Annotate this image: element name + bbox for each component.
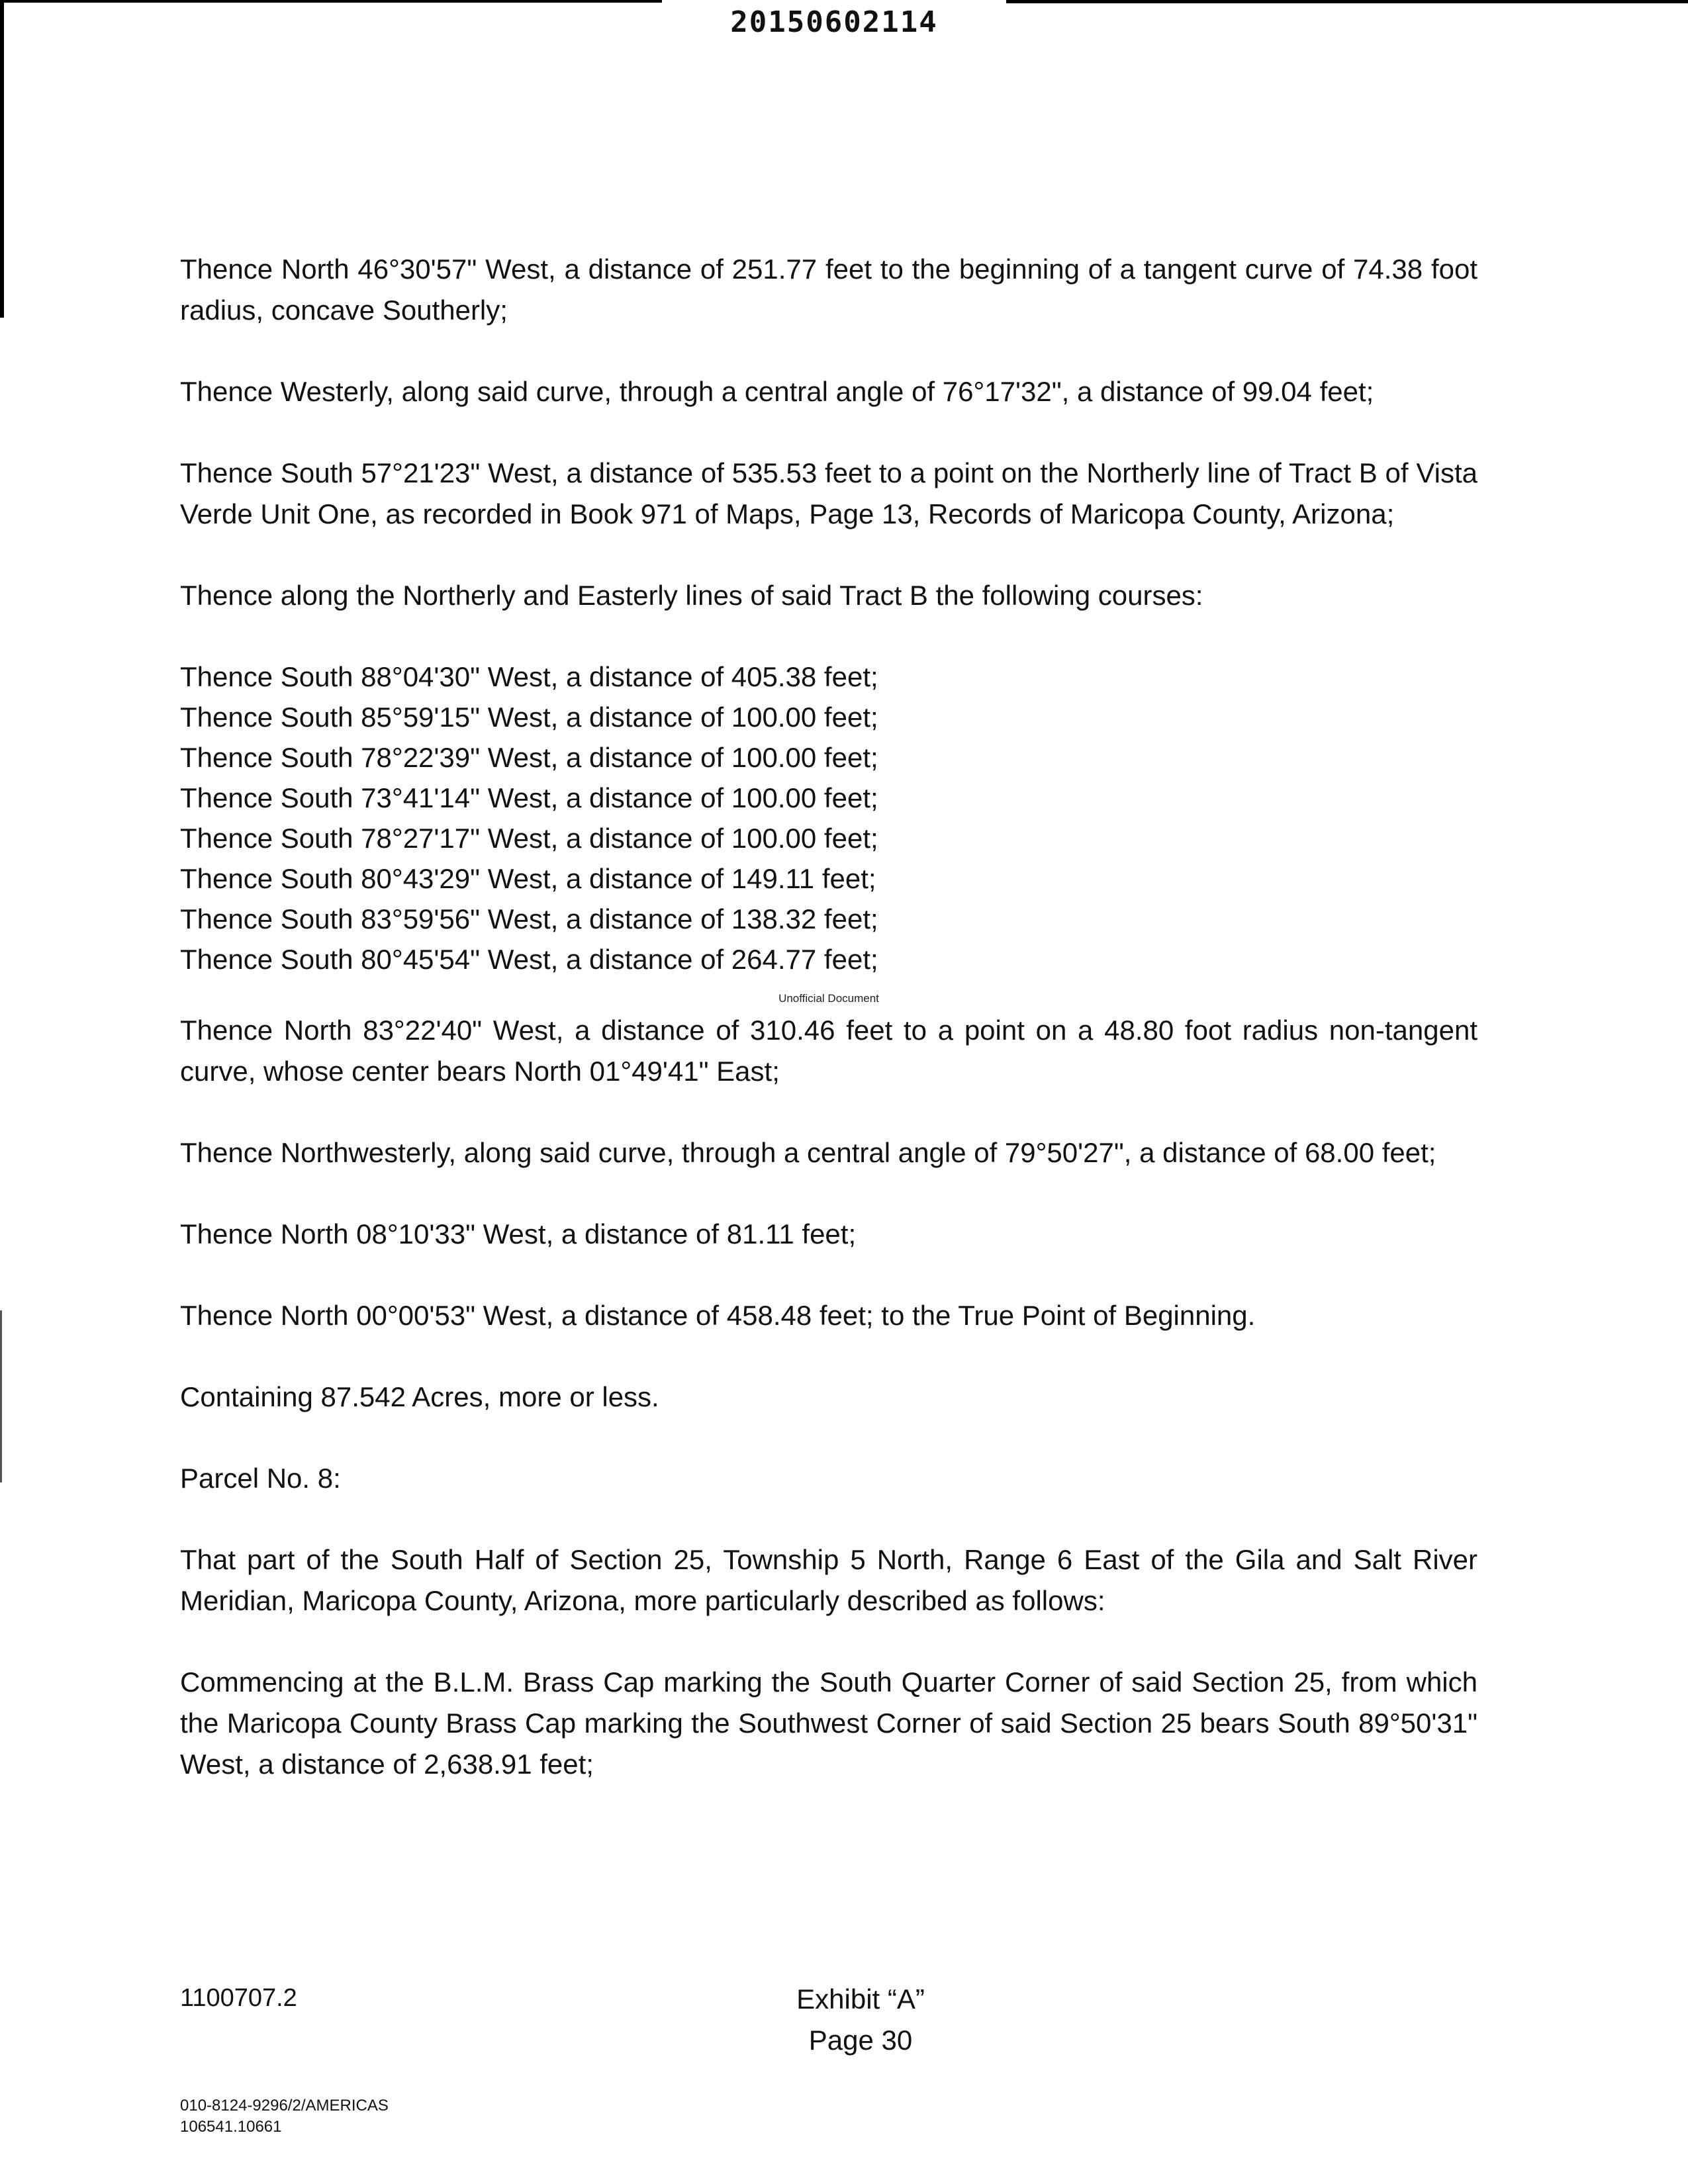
top-left-rule (0, 0, 662, 3)
footer-exhibit-block (728, 1979, 993, 2061)
paragraph-5: Thence North 83°22'40" West, a distance of 310.46 feet to a point on a 48.80 foot radius non-tangent curve, whose center bears North 01°49'41" East; (180, 1015, 1477, 1087)
recording-number: 20150602114 (730, 5, 938, 39)
paragraph-6: Thence Northwesterly, along said curve, through a central angle of 79°50'27", a distance of 68.00 feet; (180, 1137, 1436, 1168)
left-edge-mark-lower (0, 1310, 2, 1482)
paragraph-2: Thence Westerly, along said curve, through a central angle of 76°17'32", a distance of 99.04 feet; (180, 376, 1374, 407)
course-line: Thence South 85°59'15" West, a distance of 100.00 feet; (180, 702, 878, 733)
paragraph-7: Thence North 08°10'33" West, a distance of 81.11 feet; (180, 1218, 857, 1250)
unofficial-document-watermark: Unofficial Document (778, 992, 879, 1005)
courses-list (180, 657, 1477, 979)
reference-line-2: 106541.10661 (180, 2118, 282, 2136)
parcel-heading: Parcel No. 8: (180, 1463, 341, 1494)
course-line: Thence South 83°59'56" West, a distance of 138.32 feet; (180, 903, 878, 934)
exhibit-label: Exhibit “A” (796, 1983, 925, 2015)
course-line: Thence South 78°22'39" West, a distance of 100.00 feet; (180, 742, 878, 773)
paragraph-1: Thence North 46°30'57" West, a distance of 251.77 feet to the beginning of a tangent curve of 74.38 foot radius, concave Southerly; (180, 253, 1477, 326)
footer-doc-id: 1100707.2 (180, 1984, 297, 2012)
paragraph-9: Containing 87.542 Acres, more or less. (180, 1381, 659, 1412)
course-line: Thence South 80°45'54" West, a distance of 264.77 feet; (180, 944, 878, 975)
reference-line-1: 010-8124-9296/2/AMERICAS (180, 2097, 389, 2115)
paragraph-3: Thence South 57°21'23" West, a distance of 535.53 feet to a point on the Northerly line of Tract B of Vista Verde Unit One, as recorded in Book 971 of Maps, Page 13, Records of Maricopa County, Arizona; (180, 457, 1477, 529)
paragraph-4: Thence along the Northerly and Easterly lines of said Tract B the following courses: (180, 580, 1203, 611)
paragraph-11: That part of the South Half of Section 25, Township 5 North, Range 6 East of the Gila and Salt River Meridian, Maricopa County, Arizona, more particularly described as follows: (180, 1544, 1477, 1616)
paragraph-12: Commencing at the B.L.M. Brass Cap marking the South Quarter Corner of said Section 25, from which the Maricopa County Brass Cap marking the Southwest Corner of said Section 25 bears South 89°50'31" West, a distance of 2,638.91 feet; (180, 1666, 1477, 1780)
course-line: Thence South 80°43'29" West, a distance of 149.11 feet; (180, 863, 876, 894)
course-line: Thence South 88°04'30" West, a distance of 405.38 feet; (180, 661, 878, 692)
legal-description-body (180, 249, 1477, 1825)
course-line: Thence South 78°27'17" West, a distance of 100.00 feet; (180, 823, 878, 854)
course-line: Thence South 73°41'14" West, a distance of 100.00 feet; (180, 782, 878, 813)
page-number: Page 30 (808, 2025, 913, 2056)
footer-reference (180, 2095, 389, 2138)
top-right-rule (1006, 0, 1688, 3)
left-edge-mark (0, 0, 4, 318)
paragraph-8: Thence North 00°00'53" West, a distance of 458.48 feet; to the True Point of Beginning. (180, 1300, 1256, 1331)
